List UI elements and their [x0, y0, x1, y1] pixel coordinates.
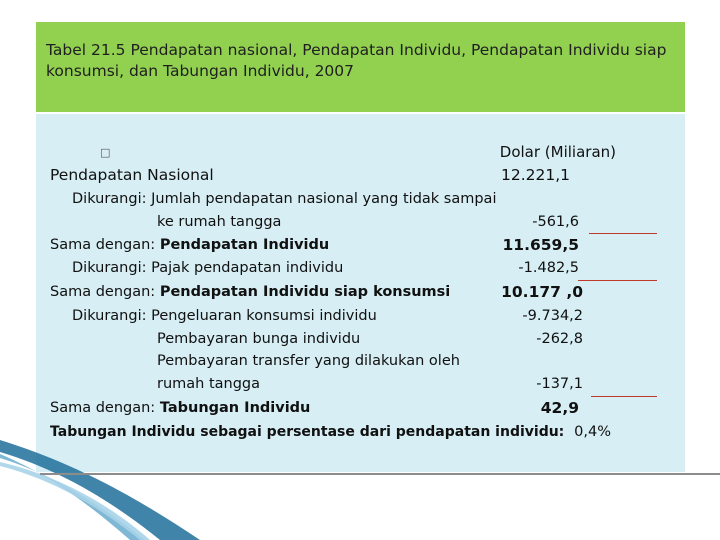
row-value: -262,8 [536, 331, 583, 347]
title-panel [36, 22, 685, 112]
row-label-bold: Pendapatan Individu siap konsumsi [159, 284, 451, 300]
row-label: Pembayaran transfer yang dilakukan oleh [157, 353, 460, 369]
row-label [50, 280, 450, 304]
row-value: 10.177 ,0 [501, 283, 583, 301]
table-title: Tabel 21.5 Pendapatan nasional, Pendapatan Individu, Pendapatan Individu siap konsumsi, dan Tabungan Individu, 2007 [46, 41, 667, 80]
unit-header: Dolar (Miliaran) [499, 143, 616, 161]
row-label: Dikurangi: Pengeluaran konsumsi individu [72, 308, 377, 324]
table-row [0, 233, 649, 257]
row-value: -137,1 [536, 376, 583, 392]
bullet-icon: □ [100, 146, 111, 159]
table-row [0, 304, 649, 328]
table-row [0, 163, 649, 187]
row-prefix: Sama dengan: [50, 284, 160, 300]
row-label-bold: Pendapatan Individu [159, 237, 330, 253]
row-label: Dikurangi: Jumlah pendapatan nasional yang tidak sampai [72, 191, 497, 207]
decorative-swoosh [0, 440, 720, 540]
table-row [0, 187, 649, 211]
row-label: Pendapatan Nasional [50, 166, 214, 184]
table-row [0, 280, 649, 304]
row-value: 0,4% [574, 424, 611, 440]
row-value: 42,9 [540, 399, 579, 417]
row-value: -1.482,5 [518, 260, 579, 276]
table-row [0, 372, 649, 396]
row-value: -561,6 [532, 214, 579, 230]
row-label-bold: Tabungan Individu [159, 400, 311, 416]
row-label: Tabungan Individu sebagai persentase dari pendapatan individu: [50, 424, 565, 440]
row-value: -9.734,2 [522, 308, 583, 324]
table-row [0, 396, 649, 420]
table-row [0, 327, 649, 351]
row-value: 12.221,1 [500, 166, 570, 184]
table-row [0, 210, 649, 234]
row-label: Dikurangi: Pajak pendapatan individu [72, 260, 344, 276]
row-value: 11.659,5 [502, 236, 579, 254]
unit-header-row [0, 140, 649, 164]
row-prefix: Sama dengan: [50, 400, 160, 416]
table-row [0, 349, 649, 373]
row-label [50, 396, 310, 420]
row-label [50, 233, 329, 257]
table-row [0, 256, 649, 280]
row-label: ke rumah tangga [157, 214, 282, 230]
row-label: rumah tangga [157, 376, 261, 392]
row-label: Pembayaran bunga individu [157, 331, 361, 347]
row-prefix: Sama dengan: [50, 237, 160, 253]
